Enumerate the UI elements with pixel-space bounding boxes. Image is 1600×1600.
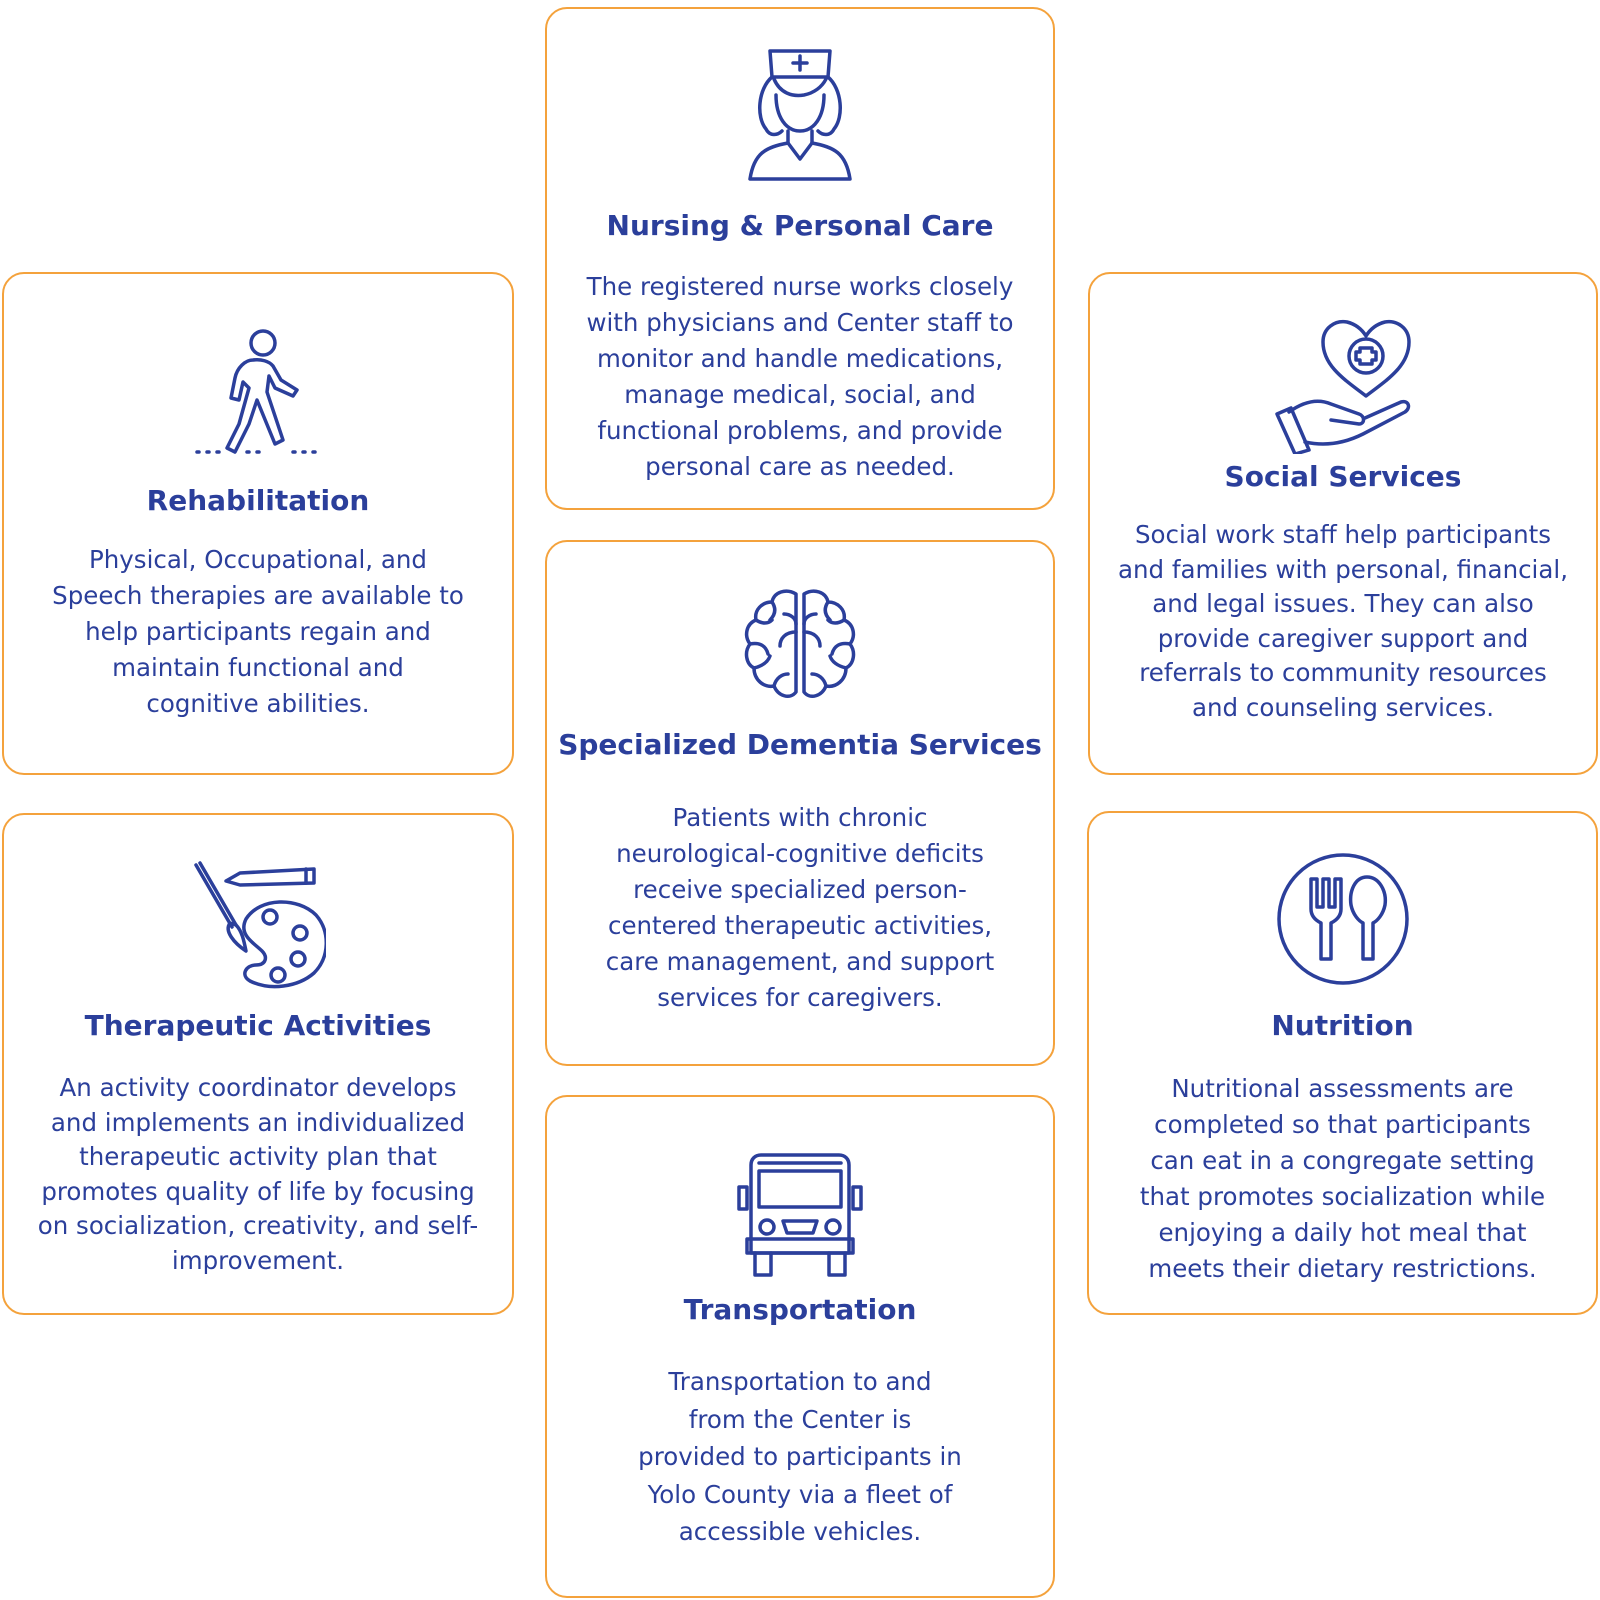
card-transportation [545,1095,1055,1598]
card-title: Nursing & Personal Care [606,209,994,242]
card-title: Nutrition [1271,1009,1414,1042]
fork-spoon-icon [1275,851,1411,987]
card-title: Specialized Dementia Services [558,728,1042,761]
card-description: Transportation to and from the Center is provided to participants in Yolo County via a fleet of accessible vehicles. [638,1367,962,1546]
card-title: Therapeutic Activities [84,1009,432,1042]
card-description: Social work staff help participants and families with personal, financial, and legal issues. They can also provide caregiver support and referrals to community resources and counseling services. [1118,520,1568,722]
bus-icon [737,1153,863,1279]
hand-heart-icon [1273,318,1413,454]
card-dementia-services [545,540,1055,1066]
card-description: Patients with chronic neurological-cognitive deficits receive specialized person- centered therapeutic activities, care management, and support services for caregivers. [605,803,995,1012]
brain-icon [740,586,860,706]
palette-icon [190,861,326,991]
card-rehabilitation [2,272,514,775]
walking-person-icon [193,328,323,458]
card-therapeutic-activities [2,813,514,1315]
card-social-services [1088,272,1598,775]
card-description: Physical, Occupational, and Speech therapies are available to help participants regain and maintain functional and cognitive abilities. [52,545,464,718]
card-nutrition [1087,811,1598,1315]
card-description: Nutritional assessments are completed so that participants can eat in a congregate setting that promotes socialization while enjoying a daily hot meal that meets their dietary restrictions. [1139,1074,1546,1283]
card-description: The registered nurse works closely with physicians and Center staff to monitor and handle medications, manage medical, social, and functional problems, and provide personal care as needed. [586,272,1014,481]
card-description: An activity coordinator develops and implements an individualized therapeutic activity plan that promotes quality of life by focusing on socialization, creativity, and self- improvement. [37,1073,479,1275]
card-title: Rehabilitation [146,484,370,517]
nurse-icon [740,47,860,183]
card-title: Social Services [1224,460,1462,493]
card-nursing [545,7,1055,510]
card-title: Transportation [683,1293,917,1326]
